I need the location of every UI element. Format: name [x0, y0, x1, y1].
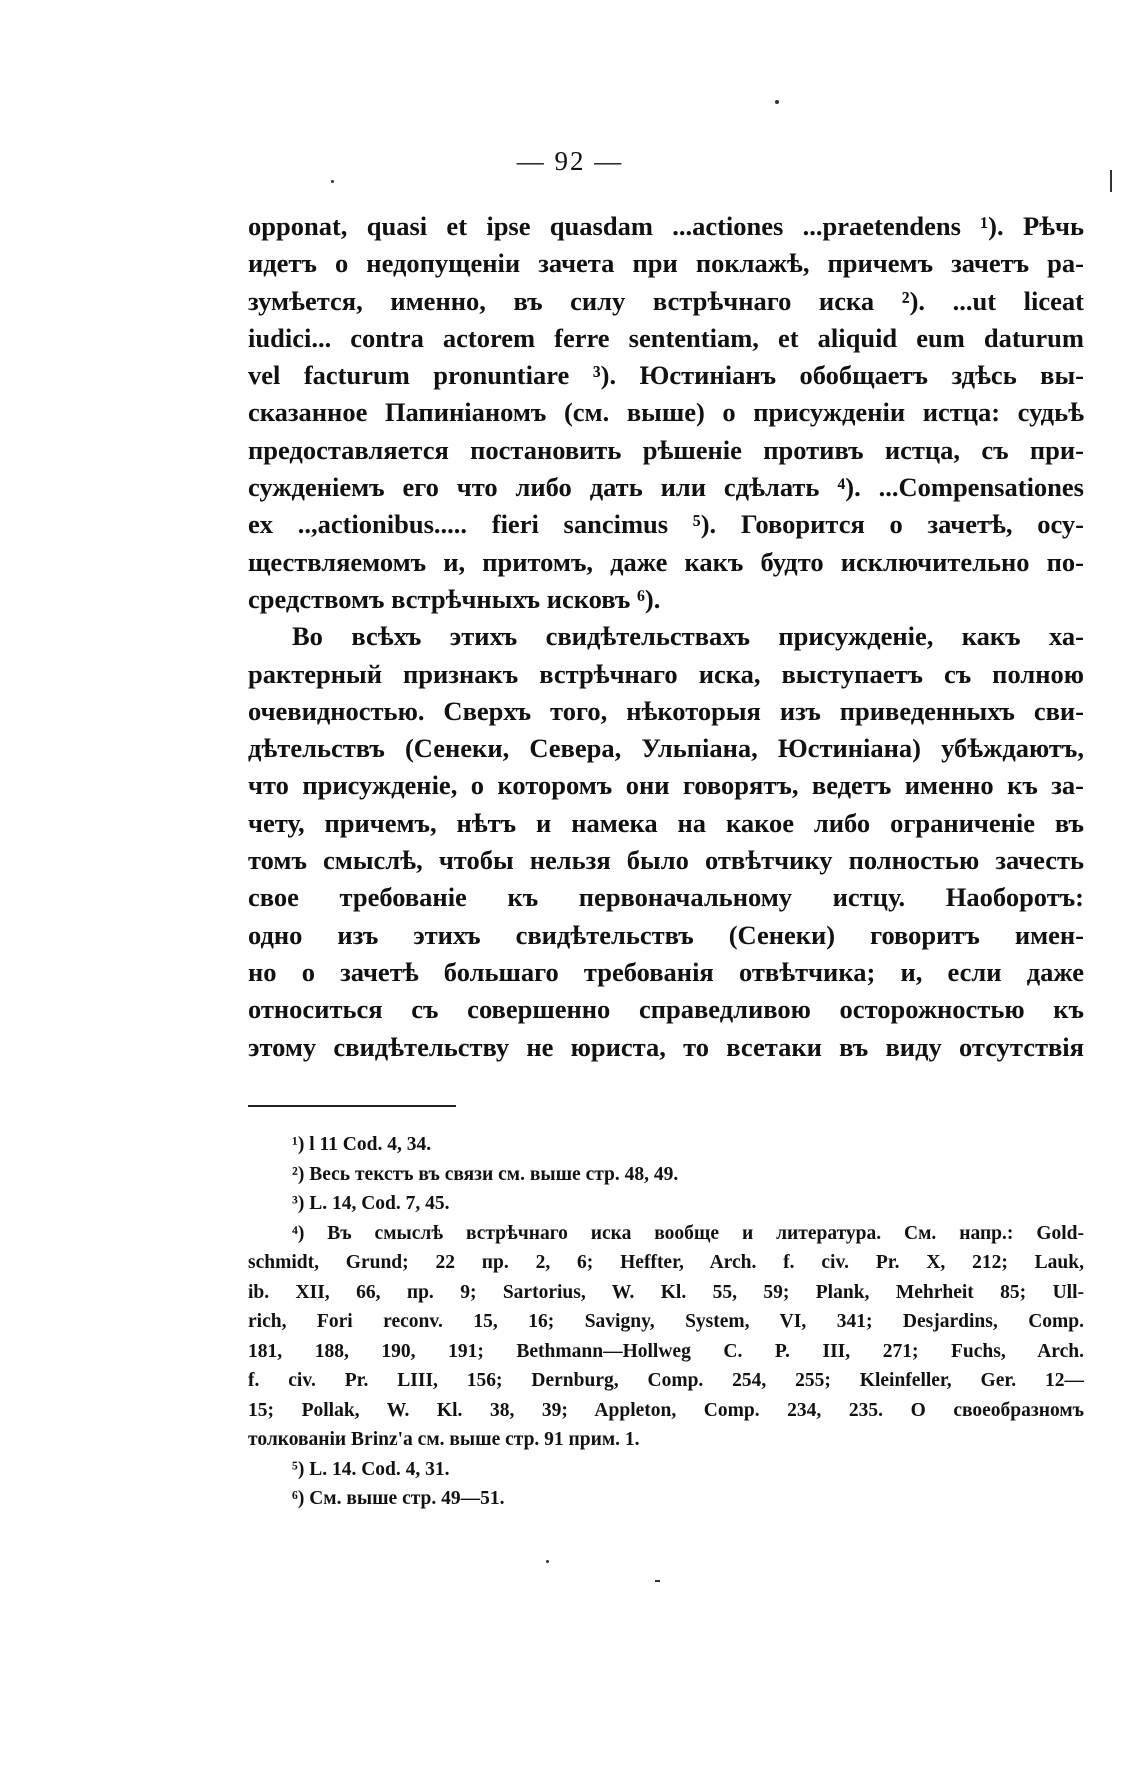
- footnote-line: ib. XII, 66, пр. 9; Sartorius, W. Kl. 55, 59; Plank, Mehrheit 85; Ull-: [248, 1281, 1084, 1303]
- page-number: — 92 —: [516, 146, 624, 176]
- footnote-divider: [248, 1105, 456, 1107]
- text-line: Во всѣхъ этихъ свидѣтельствахъ присужденіе, какъ ха-: [292, 621, 1084, 652]
- text-line: идетъ о недопущеніи зачета при поклажѣ, причемъ зачетъ ра-: [248, 248, 1084, 279]
- text-line: рактерный признакъ встрѣчнаго иска, выступаетъ съ полною: [248, 658, 1084, 689]
- text-line: opponat, quasi et ipse quasdam ...actiones ...praetendens ¹). Рѣчь: [248, 211, 1084, 241]
- footnotes: [248, 1130, 1084, 1514]
- text-line: чету, причемъ, нѣтъ и намека на какое либо ограниченіе въ: [248, 807, 1084, 838]
- text-line: относиться съ совершенно справедливою осторожностью къ: [248, 994, 1084, 1025]
- footnote-line: 15; Pollak, W. Kl. 38, 39; Appleton, Comp. 234, 235. О своеобразномъ: [248, 1399, 1084, 1421]
- text-line: сказанное Папиніаномъ (см. выше) о присужденіи истца: судьѣ: [248, 397, 1084, 428]
- text-line: iudici... contra actorem ferre sententiam, et aliquid eum daturum: [248, 322, 1084, 353]
- footnote-line: f. civ. Pr. LIII, 156; Dernburg, Comp. 254, 255; Kleinfeller, Ger. 12—: [248, 1370, 1084, 1391]
- text-line: ex ..,actionibus..... fieri sancimus ⁵). Говорится о зачетѣ, осу-: [248, 509, 1084, 540]
- footnote-line: толкованіи Brinz'a см. выше стр. 91 прим. 1.: [248, 1429, 640, 1450]
- text-line: одно изъ этихъ свидѣтельствъ (Сенеки) говоритъ имен-: [248, 919, 1084, 950]
- footnote-line: rich, Fori reconv. 15, 16; Savigny, System, VI, 341; Desjardins, Comp.: [248, 1311, 1084, 1332]
- text-line: сужденіемъ его что либо дать или сдѣлать ⁴). ...Compensationes: [248, 472, 1084, 503]
- margin-dot: [546, 1560, 549, 1563]
- main-text: [248, 208, 1084, 1066]
- margin-dot: [655, 1580, 660, 1582]
- text-line: свое требованіе къ первоначальному истцу. Наоборотъ:: [248, 882, 1084, 913]
- text-line: дѣтельствъ (Сенеки, Севера, Ульпіана, Юстиніана) убѣждаютъ,: [248, 733, 1084, 764]
- footnote-line: ³) L. 14, Cod. 7, 45.: [292, 1193, 450, 1214]
- footnote-line: schmidt, Grund; 22 пр. 2, 6; Heffter, Arch. f. civ. Pr. X, 212; Lauk,: [248, 1252, 1084, 1273]
- footnote-line: ⁵) L. 14. Cod. 4, 31.: [292, 1458, 450, 1480]
- text-line: но о зачетѣ большаго требованія отвѣтчика; и, если даже: [248, 956, 1084, 987]
- text-line: этому свидѣтельству не юриста, то всетаки въ виду отсутствія: [248, 1031, 1084, 1062]
- margin-dot: [331, 180, 334, 183]
- footnote-line: ²) Весь текстъ въ связи см. выше стр. 48, 49.: [292, 1163, 679, 1185]
- footnote-line: ¹) l 11 Cod. 4, 34.: [292, 1134, 432, 1155]
- text-line: средствомъ встрѣчныхъ исковъ ⁶).: [248, 583, 661, 614]
- text-line: что присужденіе, о которомъ они говорятъ, ведетъ именно къ за-: [248, 770, 1084, 801]
- text-line: очевидностью. Сверхъ того, нѣкоторыя изъ приведенныхъ сви-: [248, 695, 1084, 726]
- footnote-line: 181, 188, 190, 191; Bethmann—Hollweg C. P. III, 271; Fuchs, Arch.: [248, 1340, 1084, 1362]
- text-line: томъ смыслѣ, чтобы нельзя было отвѣтчику полностью зачесть: [248, 845, 1084, 876]
- margin-dot: [775, 100, 779, 104]
- text-line: зумѣется, именно, въ силу встрѣчнаго иска ²). ...ut liceat: [248, 285, 1084, 316]
- text-line: предоставляется постановить рѣшеніе противъ истца, съ при-: [248, 434, 1084, 465]
- text-line: vel facturum pronuntiare ³). Юстиніанъ обобщаетъ здѣсь вы-: [248, 360, 1084, 391]
- footnote-line: ⁴) Въ смыслѣ встрѣчнаго иска вообще и литература. См. напр.: Gold-: [292, 1222, 1084, 1244]
- text-line: ществляемомъ и, притомъ, даже какъ будто исключительно по-: [248, 546, 1084, 577]
- footnote-line: ⁶) См. выше стр. 49—51.: [292, 1488, 505, 1509]
